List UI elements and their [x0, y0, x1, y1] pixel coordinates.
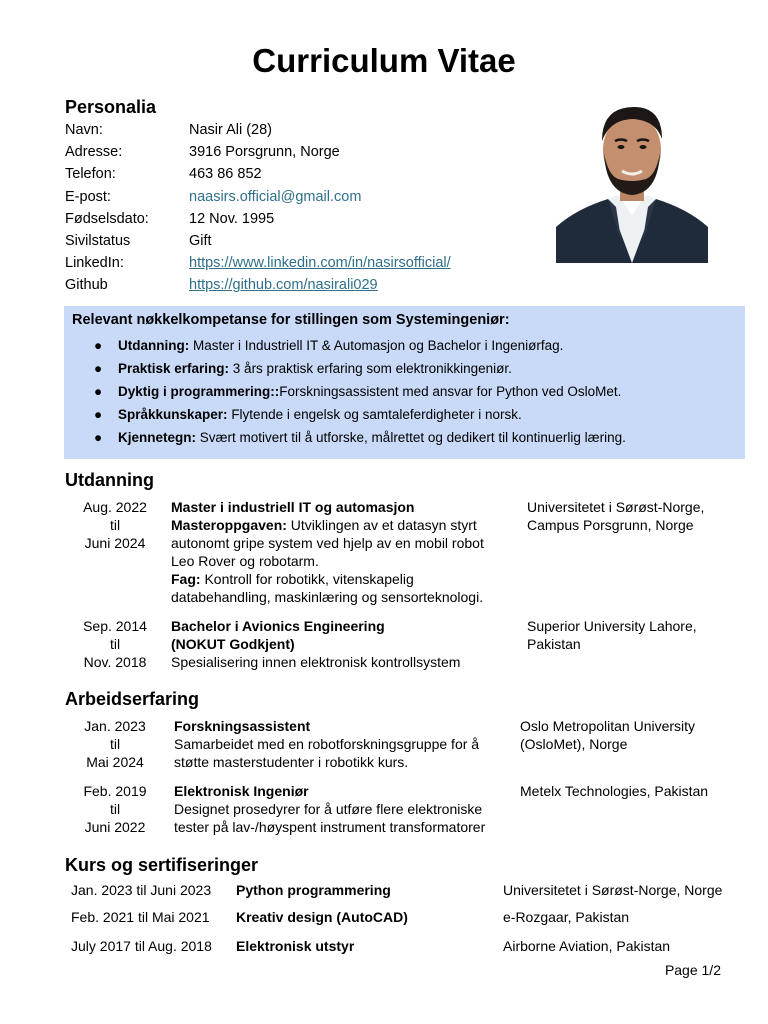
entry-line: autonomt gripe system ved hjelp av en mobil robot: [171, 535, 484, 551]
entry-line: Designet prosedyrer for å utføre flere elektroniske: [174, 801, 483, 817]
entry-description: [171, 617, 511, 671]
date-from: Feb. 2019: [83, 783, 147, 799]
date-separator: til: [109, 736, 121, 752]
field-value: 12 Nov. 1995: [189, 211, 275, 227]
bullet-icon: ●: [94, 384, 103, 399]
work-heading: Arbeidserfaring: [65, 689, 200, 709]
entry-subtitle: (NOKUT Godkjent): [171, 636, 295, 652]
field-label: Adresse:: [65, 144, 123, 160]
list-item: [64, 334, 626, 357]
date-separator: til: [109, 801, 121, 817]
entry-line: databehandling, maskinlæring og sensorteknologi.: [171, 589, 484, 605]
place-line: (OsloMet), Norge: [520, 736, 628, 752]
item-text: Svært motivert til å utforske, målrettet og dedikert til kontinuerlig læring.: [196, 430, 626, 445]
inline-label: Masteroppgaven:: [171, 517, 287, 533]
field-value: Nasir Ali (28): [189, 122, 272, 138]
date-from: Sep. 2014: [83, 618, 147, 634]
course-date: July 2017 til Aug. 2018: [71, 938, 212, 954]
education-entry-bachelor: [65, 617, 745, 673]
entry-description: [171, 498, 511, 606]
education-heading: Utdanning: [65, 470, 154, 490]
entry-title: Bachelor i Avionics Engineering: [171, 618, 385, 634]
inline-text: Utviklingen av et datasyn styrt: [286, 517, 477, 533]
entry-line: Leo Rover og robotarm.: [171, 553, 319, 569]
entry-title: Forskningsassistent: [174, 718, 311, 734]
bullet-icon: ●: [94, 407, 103, 422]
field-label: LinkedIn:: [65, 255, 124, 271]
date-to: Nov. 2018: [83, 654, 147, 670]
list-item: [64, 357, 626, 380]
bullet-icon: ●: [94, 361, 103, 376]
page-number: Page 1/2: [664, 962, 721, 978]
item-label: Dyktig i programmering::: [118, 384, 280, 399]
entry-line: tester på lav-/høyspent instrument transformatorer: [174, 819, 486, 835]
place-line: Campus Porsgrunn, Norge: [527, 517, 694, 533]
entry-place: [520, 717, 745, 753]
course-date: Jan. 2023 til Juni 2023: [71, 882, 212, 898]
list-item: [64, 380, 626, 403]
github-link[interactable]: https://github.com/nasirali029: [189, 277, 378, 293]
entry-title: Elektronisk Ingeniør: [174, 783, 309, 799]
place-line: Universitetet i Sørøst-Norge,: [527, 499, 705, 515]
date-range: [65, 782, 165, 836]
date-to: Juni 2024: [84, 535, 146, 551]
entry-line: Samarbeidet med en robotforskningsgruppe for å: [174, 736, 480, 752]
entry-line: Spesialisering innen elektronisk kontrollsystem: [171, 654, 461, 670]
entry-place: [527, 617, 745, 653]
inline-text: Kontroll for robotikk, vitenskapelig: [200, 571, 414, 587]
page-title: Curriculum Vitae: [252, 42, 516, 79]
entry-place: [520, 782, 745, 800]
date-to: Juni 2022: [84, 819, 146, 835]
bullet-icon: ●: [94, 430, 103, 445]
work-entry-research-assistant: [65, 717, 745, 773]
item-label: Språkkunskaper:: [118, 407, 228, 422]
education-entry-master: [65, 498, 745, 608]
entry-line: [171, 516, 511, 534]
date-from: Jan. 2023: [84, 718, 146, 734]
email-link[interactable]: naasirs.official@gmail.com: [189, 189, 362, 205]
profile-photo: [556, 95, 708, 263]
date-range: [65, 498, 165, 552]
entry-description: [174, 717, 514, 771]
date-separator: til: [109, 636, 121, 652]
date-separator: til: [109, 517, 121, 533]
item-text: Forskningsassistent med ansvar for Python ved OsloMet.: [279, 384, 622, 399]
item-text: 3 års praktisk erfaring som elektronikkingeniør.: [229, 361, 512, 376]
course-title: Python programmering: [236, 882, 391, 898]
key-competence-box: [64, 306, 745, 459]
place-line: Metelx Technologies, Pakistan: [520, 783, 709, 799]
place-line: Pakistan: [527, 636, 581, 652]
item-label: Utdanning:: [118, 338, 190, 353]
item-label: Praktisk erfaring:: [118, 361, 230, 376]
entry-line: støtte masterstudenter i robotikk kurs.: [174, 754, 409, 770]
entry-description: [174, 782, 514, 836]
field-label: Fødselsdato:: [65, 211, 149, 227]
date-from: Aug. 2022: [83, 499, 147, 515]
field-label: Telefon:: [65, 166, 116, 182]
list-item: [64, 403, 626, 426]
course-place: e-Rozgaar, Pakistan: [503, 909, 630, 925]
list-item: [64, 426, 626, 449]
bullet-icon: ●: [94, 338, 103, 353]
linkedin-link[interactable]: https://www.linkedin.com/in/nasirsofficial/: [189, 255, 451, 271]
field-label: Navn:: [65, 122, 103, 138]
place-line: Superior University Lahore,: [527, 618, 697, 634]
key-competence-heading: Relevant nøkkelkompetanse for stillingen som Systemingeniør:: [72, 312, 510, 328]
date-range: [65, 617, 165, 671]
course-place: Universitetet i Sørøst-Norge, Norge: [503, 882, 723, 898]
field-label: Sivilstatus: [65, 233, 131, 249]
entry-line: [171, 570, 511, 588]
date-to: Mai 2024: [86, 754, 144, 770]
date-range: [65, 717, 165, 771]
item-label: Kjennetegn:: [118, 430, 197, 445]
inline-label: Fag:: [171, 571, 201, 587]
work-entry-electronics-engineer: [65, 782, 745, 838]
field-label: Github: [65, 277, 108, 293]
entry-place: [527, 498, 745, 534]
courses-heading: Kurs og sertifiseringer: [65, 855, 259, 875]
course-place: Airborne Aviation, Pakistan: [503, 938, 671, 954]
personalia-heading: Personalia: [65, 97, 157, 117]
item-text: Flytende i engelsk og samtaleferdigheter i norsk.: [227, 407, 522, 422]
field-value: Gift: [189, 233, 212, 249]
course-title: Kreativ design (AutoCAD): [236, 909, 408, 925]
field-value: 3916 Porsgrunn, Norge: [189, 144, 340, 160]
course-date: Feb. 2021 til Mai 2021: [71, 909, 210, 925]
entry-title: Master i industriell IT og automasjon: [171, 499, 415, 515]
field-label: E-post:: [65, 189, 111, 205]
place-line: Oslo Metropolitan University: [520, 718, 696, 734]
course-title: Elektronisk utstyr: [236, 938, 355, 954]
field-value: 463 86 852: [189, 166, 262, 182]
item-text: Master i Industriell IT & Automasjon og Bachelor i Ingeniørfag.: [189, 338, 564, 353]
key-competence-list: [64, 334, 626, 449]
